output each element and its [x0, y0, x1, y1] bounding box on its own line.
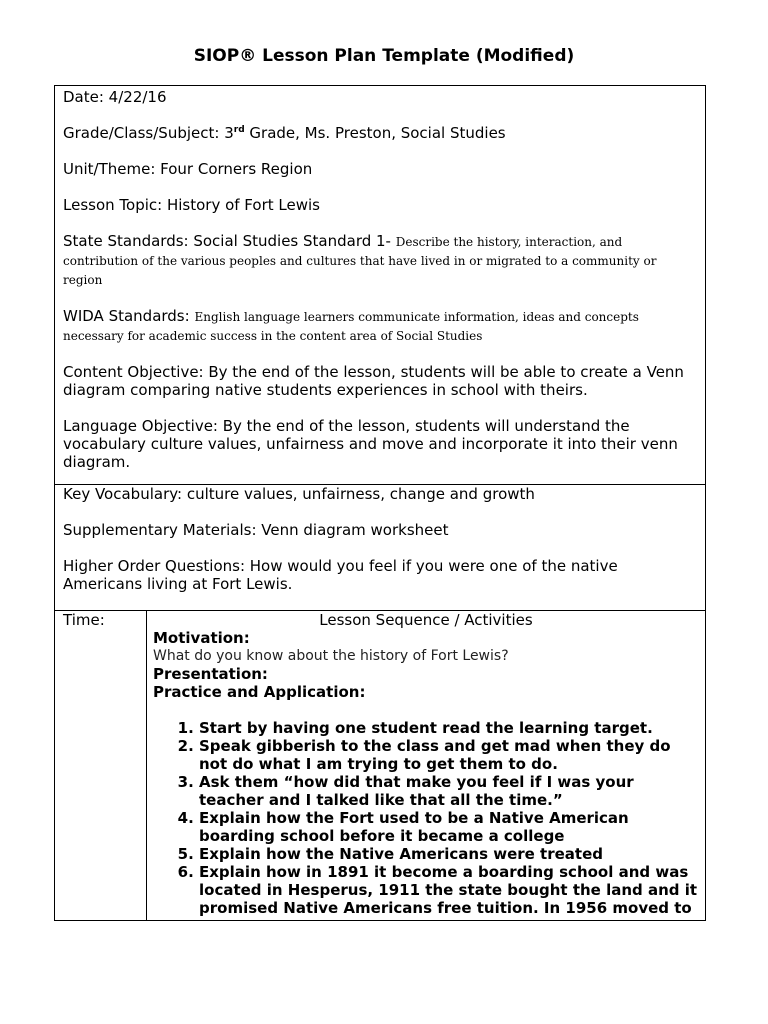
- presentation-label: Presentation:: [153, 665, 268, 683]
- time-label: Time:: [63, 611, 105, 629]
- date-field: Date: 4/22/16: [63, 88, 167, 106]
- language-objective-field: Language Objective: By the end of the lesson, students will understand the vocabulary culture values, unfairness and move and incorporate it into their venn diagram.: [63, 417, 678, 471]
- motivation-text: What do you know about the history of Fort Lewis?: [153, 648, 509, 664]
- topic-field: Lesson Topic: History of Fort Lewis: [63, 196, 320, 214]
- list-item: 1. Start by having one student read the learning target.: [199, 719, 699, 737]
- vocabulary-section: [54, 484, 706, 611]
- sequence-column: [147, 611, 705, 920]
- page-title: SIOP® Lesson Plan Template (Modified): [193, 46, 575, 66]
- content-objective-field: Content Objective: By the end of the lesson, students will be able to create a Venn diagram comparing native students experiences in school with theirs.: [63, 363, 684, 399]
- grade-text: Grade, Ms. Preston, Social Studies: [244, 124, 506, 142]
- grade-label: Grade/Class/Subject: 3: [63, 124, 234, 142]
- lesson-info-section: [54, 85, 706, 485]
- lesson-sequence-table: [54, 610, 706, 921]
- sequence-heading: Lesson Sequence / Activities: [319, 611, 533, 629]
- list-item: 5. Explain how the Native Americans were treated: [199, 845, 699, 863]
- practice-label: Practice and Application:: [153, 683, 366, 701]
- list-item: 3. Ask them “how did that make you feel if I was your teacher and I talked like that all the time.”: [199, 773, 699, 809]
- materials-field: Supplementary Materials: Venn diagram worksheet: [63, 521, 449, 539]
- unit-field: Unit/Theme: Four Corners Region: [63, 160, 313, 178]
- state-standards-label: State Standards: Social Studies Standard 1-: [63, 232, 396, 250]
- grade-ordinal: rd: [233, 125, 245, 135]
- state-standards-text: Describe the history, interaction, and contribution of the various peoples and cultures that have lived in or migrated to a community or region: [63, 235, 657, 287]
- state-standards-field: [63, 232, 697, 289]
- wida-standards-label: WIDA Standards:: [63, 307, 195, 325]
- activity-steps-list: [153, 719, 699, 917]
- higher-order-field: Higher Order Questions: How would you feel if you were one of the native Americans living at Fort Lewis.: [63, 557, 618, 593]
- list-item: 4. Explain how the Fort used to be a Native American boarding school before it became a college: [199, 809, 699, 845]
- list-item: 6. Explain how in 1891 it become a boarding school and was located in Hesperus, 1911 the state bought the land and it promised Native Americans free tuition. In 1956 moved to: [199, 863, 699, 917]
- key-vocabulary-field: Key Vocabulary: culture values, unfairness, change and growth: [63, 485, 535, 503]
- grade-field: [63, 124, 697, 142]
- wida-standards-field: [63, 307, 697, 345]
- time-column: [55, 611, 147, 920]
- motivation-label: Motivation:: [153, 629, 250, 647]
- wida-standards-text: English language learners communicate information, ideas and concepts necessary for academic success in the content area of Social Studies: [63, 310, 639, 343]
- list-item: 2. Speak gibberish to the class and get mad when they do not do what I am trying to get them to do.: [199, 737, 699, 773]
